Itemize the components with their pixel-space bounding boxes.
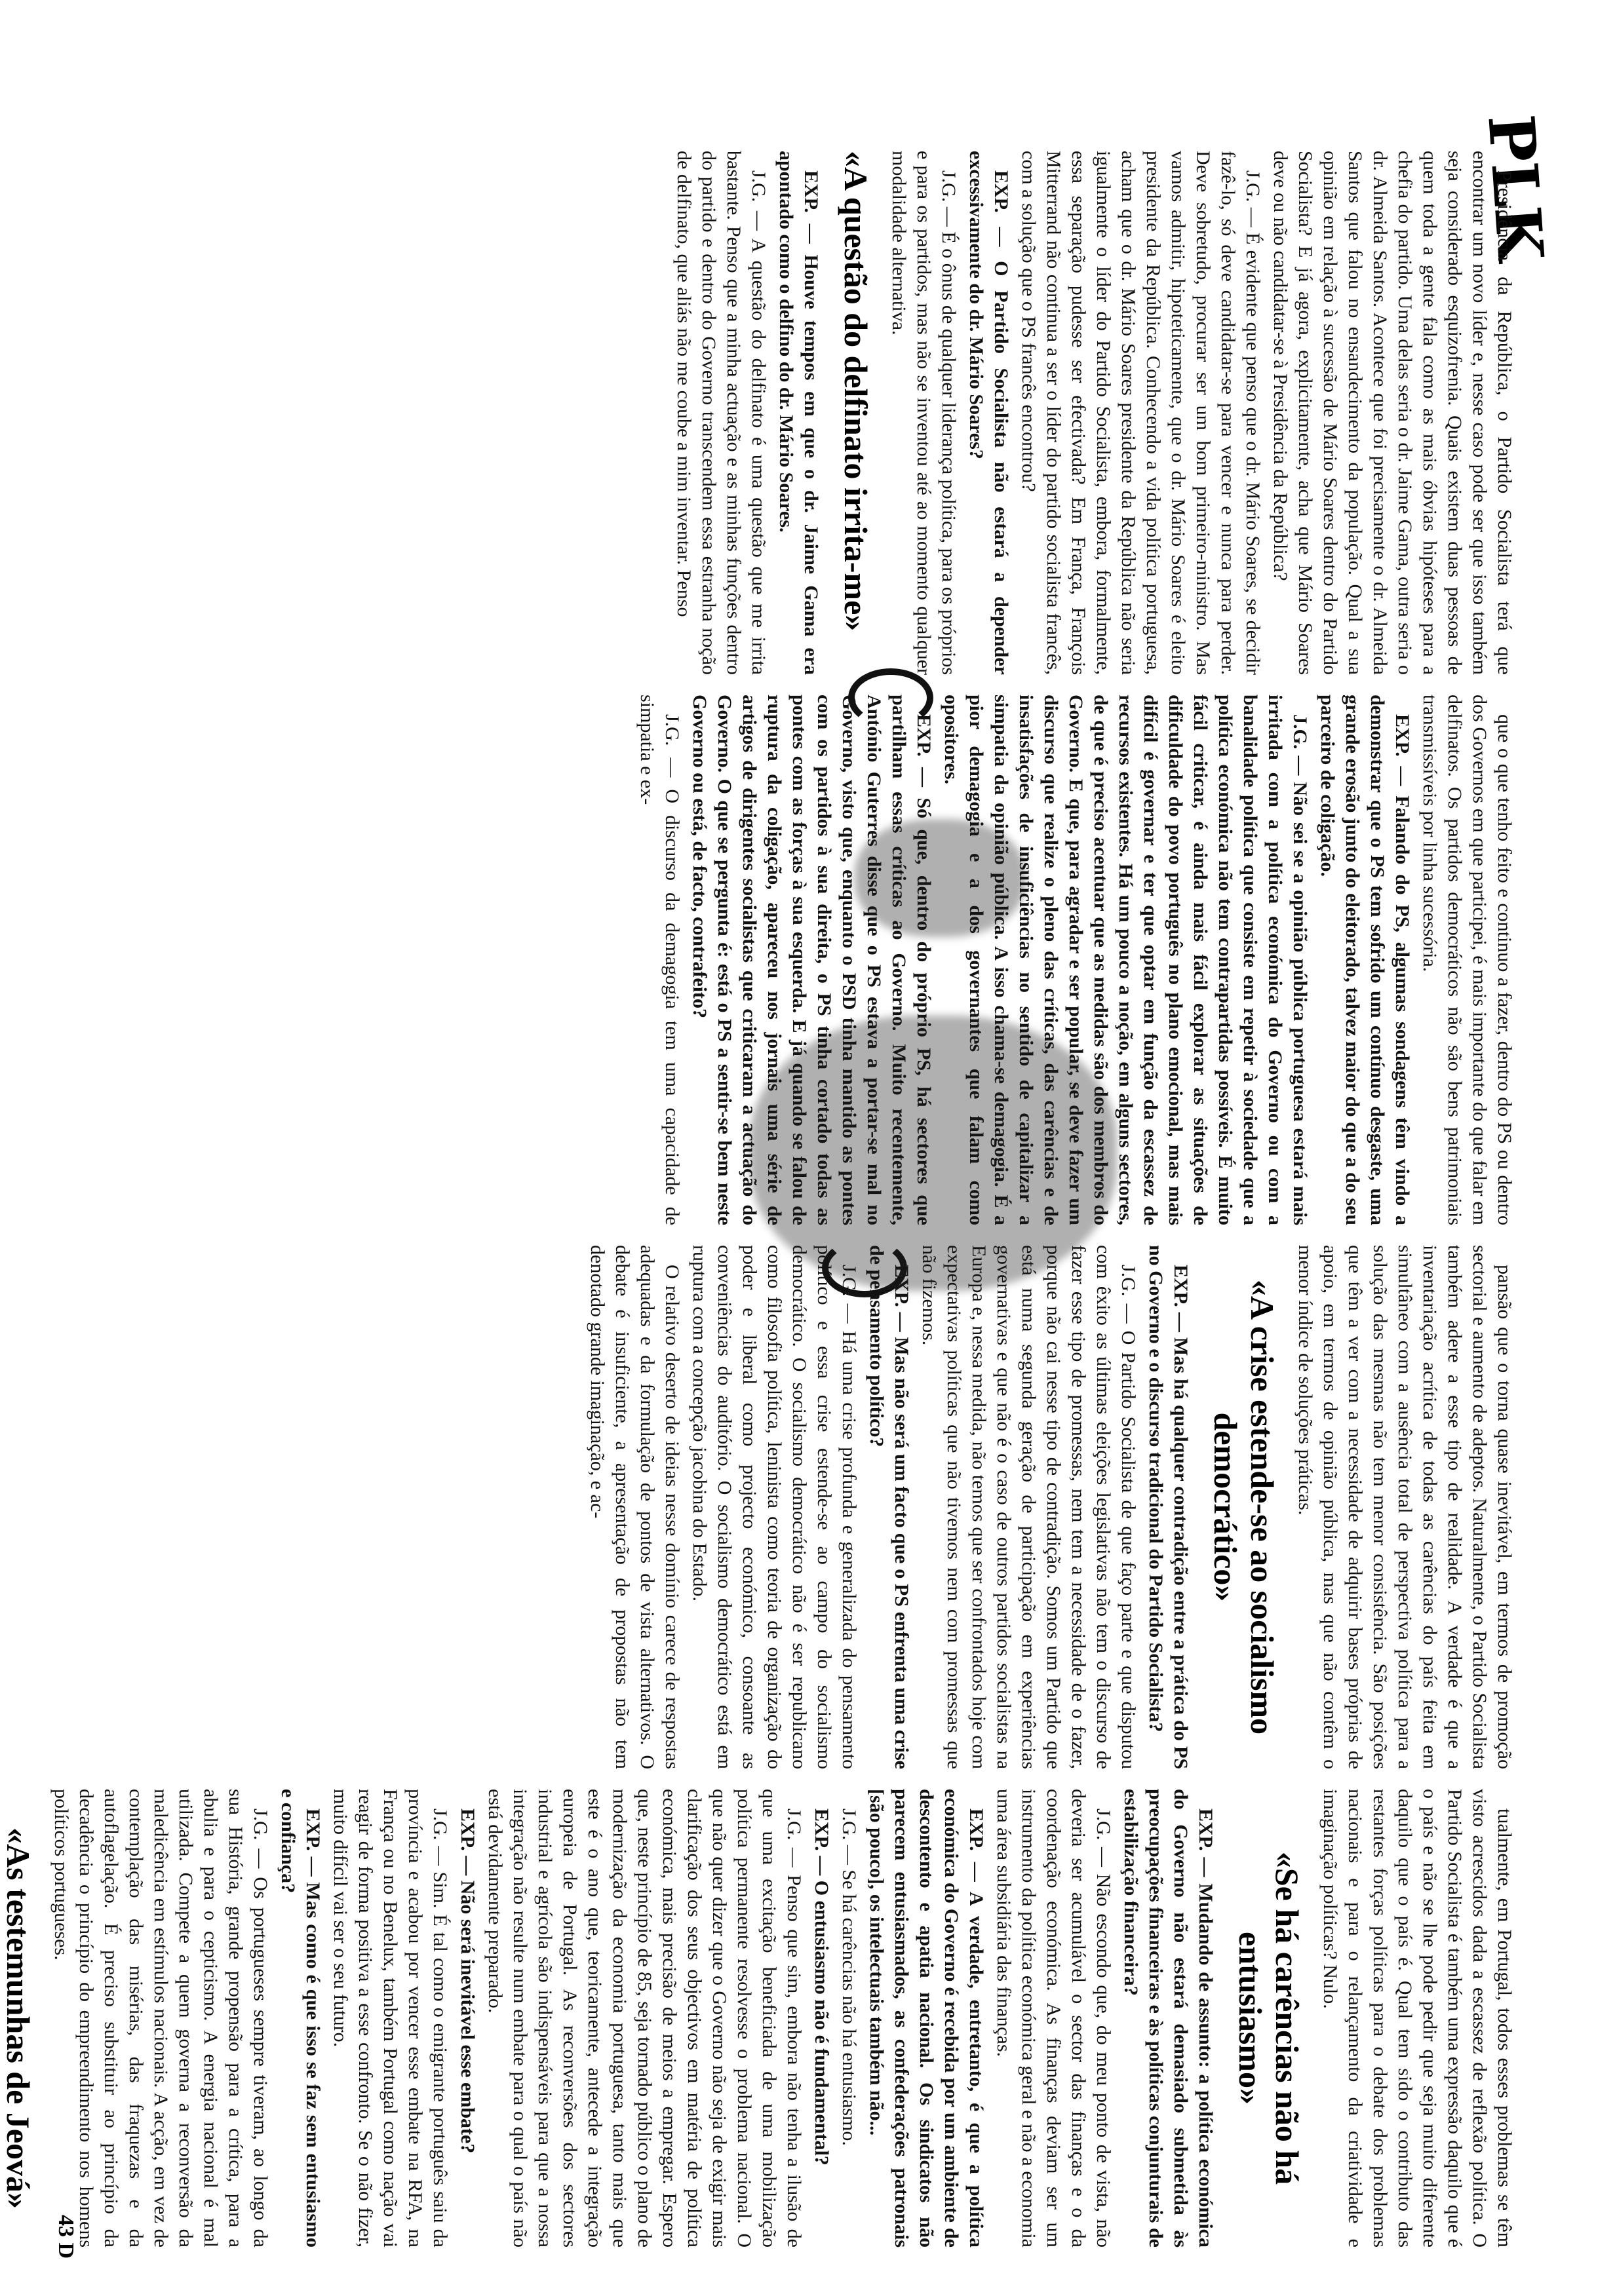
section-heading: «Se há carências não há entusiasmo» — [1232, 1851, 1306, 2185]
article-column-3 — [75, 1245, 1517, 1769]
paragraph: J.G. — Penso que sim, embora não tenha a ilusão de que uma excitação beneficiada de uma mobilização política permanente resolvesse o problema nacional. O que não quer dizer que o Governo não seja de exigir mais clarificação dos seus objectivos em matéria de política económica, mais precisão de meios a empregar. Espero que, neste princípio de 85, seja tornado público o plano de modernização da economia portuguesa, tanto mais que este é o ano que, teoricamente, antecede a integração europeia de Portugal. As reconversões dos sectores industrial e agrícola são indispensáveis para que a nossa integração não resulte num embate para o qual o país não está devidamente preparado. — [484, 1789, 805, 2248]
toner-smudge — [855, 819, 1025, 937]
paragraph: J.G. — Não escondo que, do meu ponto de vista, não deveria ser acumulável o sector das finanças e o da coordenação económica. As finanças deviam ser um instrumento da política económica geral e não a economia uma área subsidiária das finanças. — [993, 1789, 1114, 2248]
question-paragraph: EXP. — A verdade, entretanto, é que a política económica do Governo é recebida por um ambiente de descontento e apatia nacional. Os sindicatos não parecem entusiasmados, as confederações patronais [são pouco], os intelectuais também não... — [866, 1789, 987, 2248]
paragraph: que o que tenho feito e continuo a fazer, dentro do PS ou dentro dos Governos em que participei, é mais importante do que falar em delfinatos. Os partidos democráticos não são bens patrimoniais transmissíveis por linha sucessória. — [1419, 695, 1515, 1225]
paragraph: J.G. — Há uma crise profunda e generalizada do pensamento político e essa crise estende-se ao campo do socialismo democrático. O socialismo democrático não é ser republicano como filosofia política, leninista como teoria de organização do poder e liberal como projecto económico, consoante as conveniências do auditório. O socialismo democrático está em ruptura com a concepção jacobina do Estado. — [689, 1245, 860, 1769]
page-number: 43 D — [54, 2215, 78, 2259]
question-paragraph: EXP. — Houve tempos em que o dr. Jaime Gama era apontado como o delfino do dr. Mário Soares. — [775, 151, 822, 675]
paragraph: O relativo deserto de ideias nesse domínio carece de respostas adequadas e da formulação de pontos de vista alternativos. O debate é insuficiente, a apresentação de propostas não tem denotado grande imaginação, e ac- — [587, 1245, 683, 1769]
punch-hole-mark — [848, 668, 933, 727]
question-paragraph: EXP. — Não será inevitável esse embate? — [457, 1808, 478, 2154]
paragraph: J.G. — O discurso da demagogia tem uma capacidade de simpatia e ex- — [636, 695, 683, 1225]
section-heading: «As testemunhas de Jeová» — [0, 1827, 37, 2209]
paragraph: Presidência da República, o Partido Socialista terá que encontrar um novo líder e, nesse caso pode ser que isso também seja considerado esquizofrenia. Quais existem duas pessoas de quem toda a gente fala como as mais óbvias hipóteses para a chefia do partido. Uma delas seria o dr. Jaime Gama, outra seria o dr. Almeida Santos. Acontece que foi precisamente o dr. Almeida Santos que falou no ensandecimento da população. Qual a sua opinião em relação à sucessão de Mário Soares dentro do Partido Socialista? E já agora, explicitamente, acha que Mário Soares deve ou não candidatar-se à Presidência da República? — [1270, 151, 1515, 675]
paragraph: J.G. — Não sei se a opinião pública portuguesa estará mais irritada com a política económica do Governo ou com a banalidade política que consiste em repetir à sociedade que a política económica não tem contrapartidas possíveis. É muito fácil criticar, é ainda mais fácil explorar as situações de dificuldade do povo português no plano emocional, mas mais difícil é governar e ter que optar em função da escassez de recursos existentes. Há um pouco a noção, em alguns sectores, de que é preciso acentuar que as medidas são dos membros do Governo. E que, para agradar e ser popular, se deve fazer um discurso que realize o pleno das críticas, das carências e de insatisfações de insuficiências no sentido de capitalizar a simpatia da opinião pública. A isso chama-se demagogia. É a pior demagogia e a dos governantes que falam como opositores. — [941, 695, 1311, 1225]
paragraph: J.G. — É o ônus de qualquer liderança política, para os próprios e para os partidos, mas não se inventou até ao momento qualquer modalidade alternativa. — [888, 151, 960, 675]
article-column-1 — [75, 151, 1517, 675]
paragraph: J.G. — Se há carências não há entusiasmo. — [838, 1808, 860, 2146]
toner-smudge — [750, 1016, 1117, 1291]
section-heading: «A questão do delfinato irrita-me» — [838, 151, 874, 632]
question-paragraph: EXP. — Mas não será um facto que o PS enfrenta uma crise de pensamento político? — [866, 1245, 912, 1769]
question-paragraph: EXP. — O Partido Socialista não estará a depender excessivamente do dr. Mário Soares? — [965, 151, 1012, 675]
paragraph: J.G. — A questão do delfinato é uma questão que me irrita bastante. Penso que a minha actuação e as minhas funções dentro do partido e dentro do Governo transcendem essa estranha noção de delfinato, que aliás não me coube a mim inventar. Penso — [673, 151, 769, 675]
question-paragraph: EXP. — O entusiasmo não é fundamental? — [811, 1808, 832, 2166]
question-paragraph: EXP. — Só que, dentro do próprio PS, há sectores que partilham essas críticas ao Governo. Muito recentemente, António Guterres disse que o PS estava a portar-se mal no Governo, visto que, enquanto o PSD tinha mantido as pontes com os partidos à sua direita, o PS tinha cortado todas as pontes com as forças à sua esquerda. E já quando se falou de ruptura da coligação, apareceu nos jornais uma série de artigos de dirigentes socialistas que criticaram a actuação do Governo. O que se pergunta é: está o PS a sentir-se bem neste Governo ou está, de facto, contrafeito? — [689, 695, 935, 1225]
question-paragraph: EXP. — Mudando de assunto: a política económica do Governo não estará demasiado submetida às preocupações financeiras e às políticas conjunturais de estabilização financeira? — [1120, 1789, 1216, 2248]
section-heading: «A crise estende-se ao socialismo democrático» — [1207, 1279, 1281, 1735]
paragraph: tualmente, em Portugal, todos esses problemas se têm visto acrescidos dada a escassez de reflexão política. O Partido Socialista é também uma expressão daquilo que é o país e não se lhe pode pedir que seja muito diferente daquilo que o país é. Qual tem sido o contributo das restantes forças políticas para o debate dos problemas nacionais e para o relançamento da criatividade e imaginação políticas? Nulo. — [1319, 1789, 1515, 2248]
question-paragraph: EXP. — Falando do PS, algumas sondagens têm vindo a demonstrar que o PS tem sofrido um contínuo desgaste, uma grande erosão junto do eleitorado, talvez maior do que a do seu parceiro de coligação. — [1317, 695, 1413, 1225]
paragraph: J.G. — O Partido Socialista de que faço parte e que disputou com êxito as últimas eleições legislativas não tem o discurso de fazer esse tipo de promessas, nem tem a necessidade de o fazer, porque não cai nesse tipo de contradição. Somos um Partido que está numa segunda geração de participação em experiências governativas e que não é o caso de outros partidos socialistas na Europa e, nessa medida, não temos que ser confrontados hoje com expectativas políticas que não tivemos nem com promessas que não fizemos. — [918, 1245, 1139, 1769]
paragraph: pansão que o torna quase inevitável, em termos de promoção sectorial e aumento de adeptos. Naturalmente, o Partido Socialista também adere a esse tipo de realidade. A verdade é que a inventariação acrítica de todas as carências do país feita em simultâneo com a ausência total de perspectiva política para a solução das mesmas não tem menor consistência. São posições que têm a ver com a necessidade de adquirir bases próprias de apoio, em termos de opinião pública, mas que não contêm o menor índice de soluções práticas. — [1294, 1245, 1515, 1769]
question-paragraph: EXP. — Mas como é que isso se faz sem entusiasmo e confiança? — [277, 1789, 324, 2248]
paragraph: J.G. — Sim. É tal como o emigrante português saiu da província e acabou por vencer esse embate na RFA, na França ou no Benelux, também Portugal como nação vai reagir de forma positiva a esse confronto. Se o não fizer, muito difícil vai ser o seu futuro. — [330, 1789, 451, 2248]
paragraph: J.G. — É evidente que penso que o dr. Mário Soares, se decidir fazê-lo, só deve candidatar-se para vencer e nunca para perder. Deve sobretudo, procurar ser um bom primeiro-ministro. Mas vamos admitir, hipoteticamente, que o dr. Mário Soares é eleito presidente da República. Conhecendo a vida política portuguesa, acham que o dr. Mário Soares presidente da República não seria igualmente o líder do Partido Socialista, embora, formalmente, essa separação pudesse ser efectivada? Em França, François Mitterrand não continua a ser o líder do partido socialista francês, com a solução que o PS francês encontrou? — [1018, 151, 1264, 675]
handwritten-mark: PLK — [1473, 112, 1558, 263]
paragraph: J.G. — Os portugueses sempre tiveram, ao longo da sua História, grande propensão para a crítica, para a abulia e para o cepticismo. A energia nacional é mal utilizada. Compete a quem governa a reconversão da maledicência em estímulos nacionais. A acção, em vez de contemplação das misérias, das fraquezas e da autoflagelação. É preciso substituir ao princípio da decadência o princípio do empreendimento nos homens políticos portugueses. — [50, 1789, 271, 2248]
question-paragraph: EXP. — Mas há qualquer contradição entre a prática do PS no Governo e o discurso tradicional do Partido Socialista? — [1145, 1245, 1192, 1769]
